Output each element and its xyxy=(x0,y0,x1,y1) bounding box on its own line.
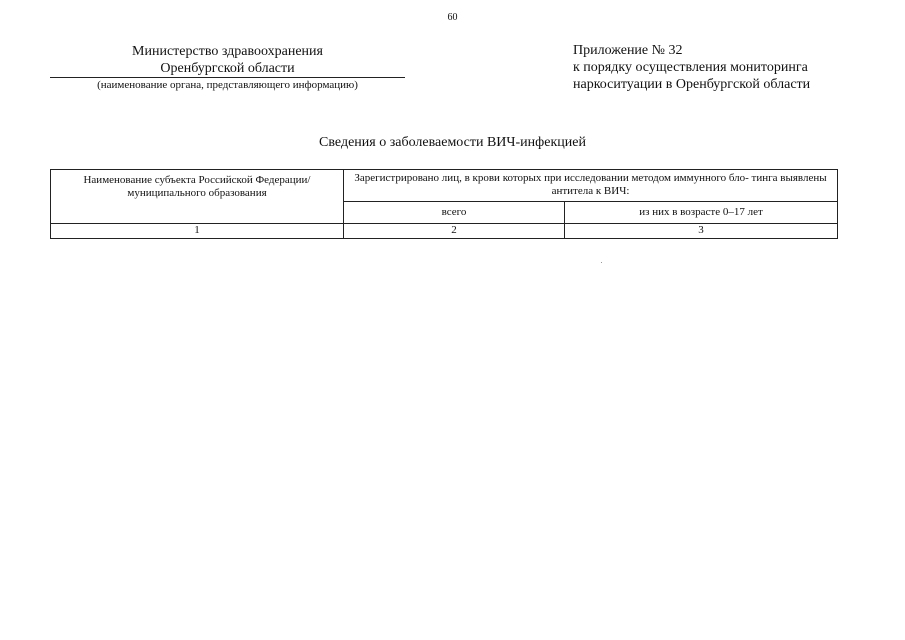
appendix-block xyxy=(573,42,873,93)
header-subject-name: Наименование субъекта Российской Федерации/ муниципального образования xyxy=(51,170,344,224)
appendix-line2: к порядку осуществления мониторинга xyxy=(573,60,808,75)
organization-caption: (наименование органа, представляющего информацию) xyxy=(97,79,358,91)
subheader-total: всего xyxy=(344,202,565,224)
column-number-2: 2 xyxy=(344,224,565,239)
appendix-line3: наркоситуации в Оренбургской области xyxy=(573,77,811,92)
table-row xyxy=(51,224,838,239)
appendix-line1: Приложение № 32 xyxy=(573,43,683,58)
header-registered: Зарегистрировано лиц, в крови которых при исследовании методом иммунного бло- тинга выявлены антитела к ВИЧ: xyxy=(344,170,838,202)
organization-block xyxy=(50,43,405,92)
subheader-age-0-17: из них в возрасте 0–17 лет xyxy=(565,202,838,224)
table-header-row xyxy=(51,170,838,202)
column-number-3: 3 xyxy=(565,224,838,239)
column-number-1: 1 xyxy=(51,224,344,239)
organization-name-line2: Оренбургской области xyxy=(50,60,405,78)
page-number: 60 xyxy=(447,12,458,23)
document-title: Сведения о заболеваемости ВИЧ-инфекцией xyxy=(319,135,586,150)
scan-artifact-dot xyxy=(601,262,602,263)
organization-name-line1: Министерство здравоохранения xyxy=(132,44,323,59)
report-table xyxy=(50,169,838,239)
